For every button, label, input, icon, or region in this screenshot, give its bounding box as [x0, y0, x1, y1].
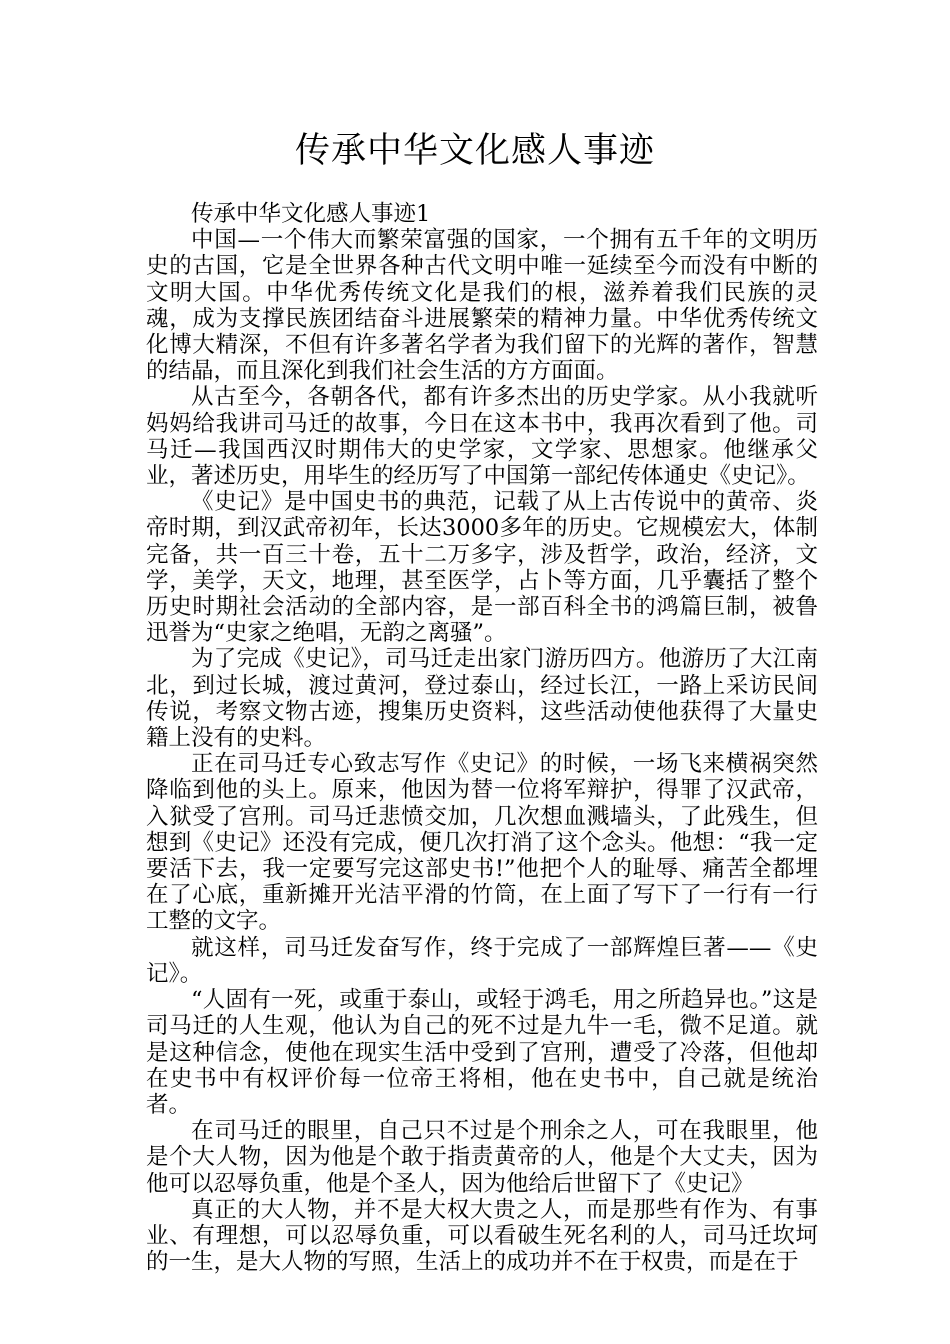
paragraph: 中国—一个伟大而繁荣富强的国家，一个拥有五千年的文明历史的古国，它是全世界各种古代文明中唯一延续至今而没有中断的文明大国。中华优秀传统文化是我们的根，滋养着我们民族的灵魂，成为支撑民族团结奋斗进展繁荣的精神力量。中华优秀传统文化博大精深，不但有许多著名学者为我们留下的光辉的著作，智慧的结晶，而且深化到我们社会生活的方方面面。	[146, 227, 818, 385]
paragraph: 真正的大人物，并不是大权大贵之人，而是那些有作为、有事业、有理想，可以忍辱负重，可以看破生死名利的人，司马迁坎坷的一生，是大人物的写照，生活上的成功并不在于权贵，而是在于	[146, 1196, 818, 1276]
paragraph: 就这样，司马迁发奋写作，终于完成了一部辉煌巨著——《史记》。	[146, 934, 818, 987]
document-body	[146, 201, 818, 1275]
document-title: 传承中华文化感人事迹	[294, 131, 655, 171]
paragraph: “人固有一死，或重于泰山，或轻于鸿毛，用之所趋异也。”这是司马迁的人生观，他认为自己的死不过是九牛一毛，微不足道。就是这种信念，使他在现实生活中受到了宫刑，遭受了冷落，但他却在史书中有权评价每一位帝王将相，他在史书中，自己就是统治者。	[146, 987, 818, 1118]
paragraph: 在司马迁的眼里，自己只不过是个刑余之人，可在我眼里，他是个大人物，因为他是个敢于指责黄帝的人，他是个大丈夫，因为他可以忍辱负重，他是个圣人，因为他给后世留下了《史记》	[146, 1118, 818, 1197]
paragraph: 《史记》是中国史书的典范，记载了从上古传说中的黄帝、炎帝时期，到汉武帝初年，长达3000多年的历史。它规模宏大，体制完备，共一百三十卷，五十二万多字，涉及哲学，政治，经济，文学，美学，天文，地理，甚至医学，占卜等方面，几乎囊括了整个历史时期社会活动的全部内容，是一部百科全书的鸿篇巨制，被鲁迅誉为“史家之绝唱，无韵之离骚”。	[146, 489, 818, 647]
paragraph: 正在司马迁专心致志写作《史记》的时候，一场飞来横祸突然降临到他的头上。原来，他因为替一位将军辩护，得罪了汉武帝，入狱受了宫刑。司马迁悲愤交加，几次想血溅墙头，了此残生，但想到《史记》还没有完成，便几次打消了这个念头。他想：“我一定要活下去，我一定要写完这部史书!”他把个人的耻辱、痛苦全都埋在了心底，重新摊开光洁平滑的竹筒，在上面了写下了一行有一行工整的文字。	[146, 751, 818, 935]
paragraph: 从古至今，各朝各代，都有许多杰出的历史学家。从小我就听妈妈给我讲司马迁的故事，今日在这本书中，我再次看到了他。司马迁—我国西汉时期伟大的史学家，文学家、思想家。他继承父业，著述历史，用毕生的经历写了中国第一部纪传体通史《史记》。	[146, 384, 818, 490]
section-heading: 传承中华文化感人事迹1	[191, 201, 431, 227]
paragraph: 为了完成《史记》，司马迁走出家门游历四方。他游历了大江南北，到过长城，渡过黄河，登过泰山，经过长江，一路上采访民间传说，考察文物古迹，搜集历史资料，这些活动使他获得了大量史籍上没有的史料。	[146, 646, 818, 752]
